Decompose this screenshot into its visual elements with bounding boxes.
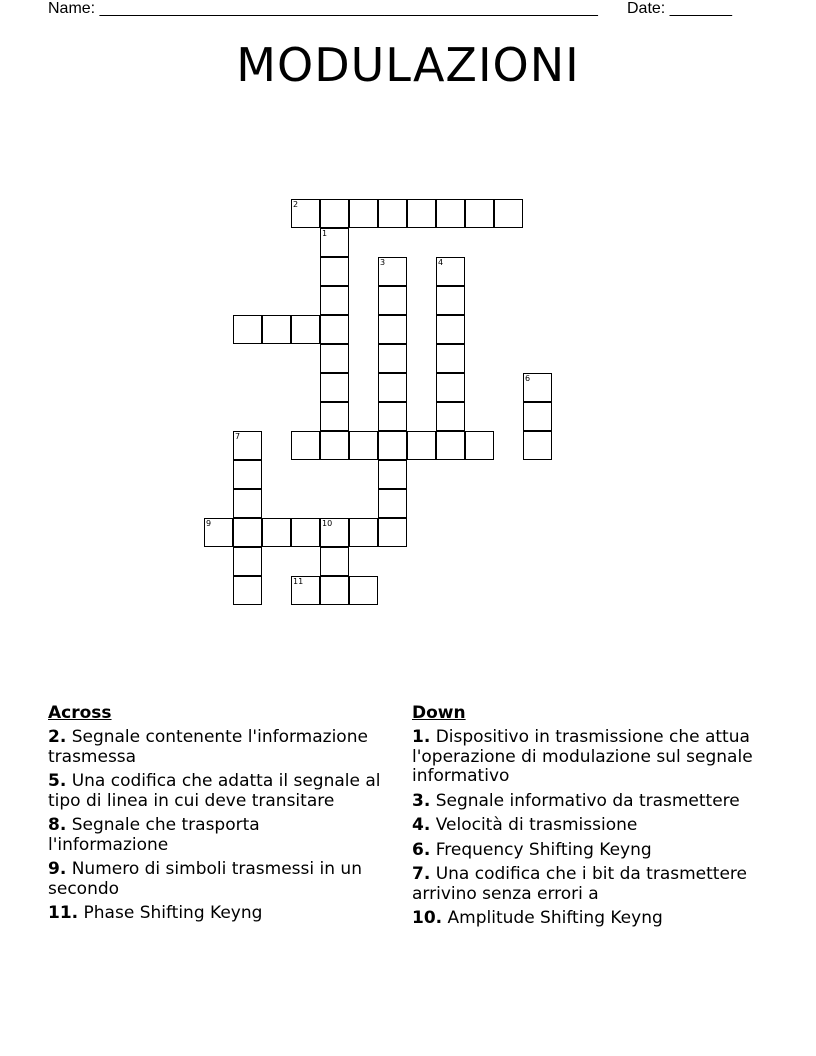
grid-cell[interactable] bbox=[378, 199, 407, 228]
clue-text: Una codifica che i bit da trasmettere arrivino senza errori a bbox=[412, 864, 747, 904]
clue-number-label: 4 bbox=[438, 257, 444, 267]
date-field-label: Date: _______ bbox=[627, 0, 732, 17]
grid-cell[interactable] bbox=[204, 518, 233, 547]
grid-cell[interactable] bbox=[465, 431, 494, 460]
grid-cell[interactable] bbox=[320, 257, 349, 286]
name-field-label: Name: ________________________________________________________ bbox=[48, 0, 598, 17]
clue-number-label: 11 bbox=[293, 576, 304, 586]
grid-cell[interactable] bbox=[465, 199, 494, 228]
grid-cell[interactable] bbox=[291, 576, 320, 605]
grid-cell[interactable] bbox=[233, 460, 262, 489]
grid-cell[interactable] bbox=[378, 373, 407, 402]
grid-cell[interactable] bbox=[378, 518, 407, 547]
clue-text: Dispositivo in trasmissione che attua l'operazione di modulazione sul segnale informativo bbox=[412, 727, 753, 786]
clue-number: 1. bbox=[412, 727, 431, 747]
grid-cell[interactable] bbox=[378, 402, 407, 431]
page-title: MODULAZIONI bbox=[236, 38, 580, 92]
clue-text: Segnale che trasporta l'informazione bbox=[48, 815, 260, 855]
clue-number-label: 7 bbox=[235, 431, 241, 441]
grid-cell[interactable] bbox=[407, 199, 436, 228]
down-clue-0 bbox=[412, 728, 772, 787]
down-clue-3 bbox=[412, 841, 772, 861]
clue-number-label: 6 bbox=[525, 373, 531, 383]
down-clue-4 bbox=[412, 865, 772, 904]
grid-cell[interactable] bbox=[407, 431, 436, 460]
clue-number: 5. bbox=[48, 771, 67, 791]
clue-number: 6. bbox=[412, 839, 431, 860]
grid-cell[interactable] bbox=[436, 257, 465, 286]
grid-cell[interactable] bbox=[320, 344, 349, 373]
across-clue-4 bbox=[48, 904, 383, 924]
grid-cell[interactable] bbox=[436, 286, 465, 315]
grid-cell[interactable] bbox=[349, 431, 378, 460]
grid-cell[interactable] bbox=[262, 518, 291, 547]
across-clue-2 bbox=[48, 816, 383, 855]
clue-number: 4. bbox=[412, 815, 431, 835]
clue-number: 2. bbox=[48, 727, 67, 747]
grid-cell[interactable] bbox=[320, 373, 349, 402]
grid-cell[interactable] bbox=[262, 315, 291, 344]
grid-cell[interactable] bbox=[436, 199, 465, 228]
grid-cell[interactable] bbox=[436, 315, 465, 344]
grid-cell[interactable] bbox=[436, 402, 465, 431]
grid-cell[interactable] bbox=[378, 257, 407, 286]
grid-cell[interactable] bbox=[320, 228, 349, 257]
grid-cell[interactable] bbox=[320, 402, 349, 431]
grid-cell[interactable] bbox=[436, 431, 465, 460]
across-clue-list bbox=[48, 728, 383, 924]
grid-cell[interactable] bbox=[523, 431, 552, 460]
clue-number: 8. bbox=[48, 815, 67, 835]
clue-number: 9. bbox=[48, 859, 67, 879]
clue-number: 10. bbox=[412, 908, 443, 928]
grid-cell[interactable] bbox=[233, 547, 262, 576]
across-clue-3 bbox=[48, 860, 383, 899]
grid-cell[interactable] bbox=[291, 518, 320, 547]
grid-cell[interactable] bbox=[378, 315, 407, 344]
grid-cell[interactable] bbox=[233, 315, 262, 344]
grid-cell[interactable] bbox=[320, 286, 349, 315]
clue-text: Amplitude Shifting Keyng bbox=[447, 908, 663, 928]
clue-text: Phase Shifting Keyng bbox=[83, 903, 263, 923]
grid-cell[interactable] bbox=[349, 518, 378, 547]
grid-cell[interactable] bbox=[523, 402, 552, 431]
grid-cell[interactable] bbox=[523, 373, 552, 402]
grid-cell[interactable] bbox=[320, 199, 349, 228]
grid-cell[interactable] bbox=[291, 315, 320, 344]
grid-cell[interactable] bbox=[378, 344, 407, 373]
grid-cell[interactable] bbox=[320, 576, 349, 605]
down-heading: Down bbox=[412, 703, 466, 723]
clue-number-label: 2 bbox=[293, 199, 299, 209]
clue-text: Una codifica che adatta il segnale al tipo di linea in cui deve transitare bbox=[48, 771, 381, 811]
across-clue-0 bbox=[48, 728, 383, 767]
grid-cell[interactable] bbox=[320, 315, 349, 344]
grid-cell[interactable] bbox=[349, 576, 378, 605]
clue-number-label: 10 bbox=[322, 518, 333, 528]
clue-text: Numero di simboli trasmessi in un secondo bbox=[48, 859, 362, 899]
clue-number: 11. bbox=[48, 903, 79, 923]
across-heading: Across bbox=[48, 703, 112, 723]
grid-cell[interactable] bbox=[378, 460, 407, 489]
grid-cell[interactable] bbox=[233, 576, 262, 605]
down-clue-5 bbox=[412, 909, 772, 929]
clue-text: Segnale informativo da trasmettere bbox=[435, 790, 740, 811]
clue-text: Frequency Shifting Keyng bbox=[435, 839, 652, 860]
grid-cell[interactable] bbox=[233, 489, 262, 518]
grid-cell[interactable] bbox=[320, 431, 349, 460]
clue-number-label: 9 bbox=[206, 518, 212, 528]
clue-number-label: 1 bbox=[322, 228, 328, 238]
clue-number: 7. bbox=[412, 864, 431, 884]
down-clue-1 bbox=[412, 792, 772, 812]
grid-cell[interactable] bbox=[494, 199, 523, 228]
grid-cell[interactable] bbox=[320, 547, 349, 576]
grid-cell[interactable] bbox=[378, 286, 407, 315]
grid-cell[interactable] bbox=[349, 199, 378, 228]
grid-cell[interactable] bbox=[436, 344, 465, 373]
clue-text: Segnale contenente l'informazione trasmessa bbox=[48, 727, 368, 767]
clue-number: 3. bbox=[412, 790, 431, 811]
grid-cell[interactable] bbox=[233, 518, 262, 547]
grid-cell[interactable] bbox=[233, 431, 262, 460]
down-clues bbox=[412, 702, 772, 934]
down-clue-2 bbox=[412, 816, 772, 836]
across-clue-1 bbox=[48, 772, 383, 811]
grid-cell[interactable] bbox=[291, 199, 320, 228]
grid-cell[interactable] bbox=[378, 431, 407, 460]
down-clue-list bbox=[412, 728, 772, 929]
grid-cell[interactable] bbox=[291, 431, 320, 460]
grid-cell[interactable] bbox=[378, 489, 407, 518]
across-clues bbox=[48, 702, 383, 929]
grid-cell[interactable] bbox=[436, 373, 465, 402]
clue-text: Velocità di trasmissione bbox=[435, 815, 638, 835]
grid-cell[interactable] bbox=[320, 518, 349, 547]
clue-number-label: 3 bbox=[380, 257, 386, 267]
